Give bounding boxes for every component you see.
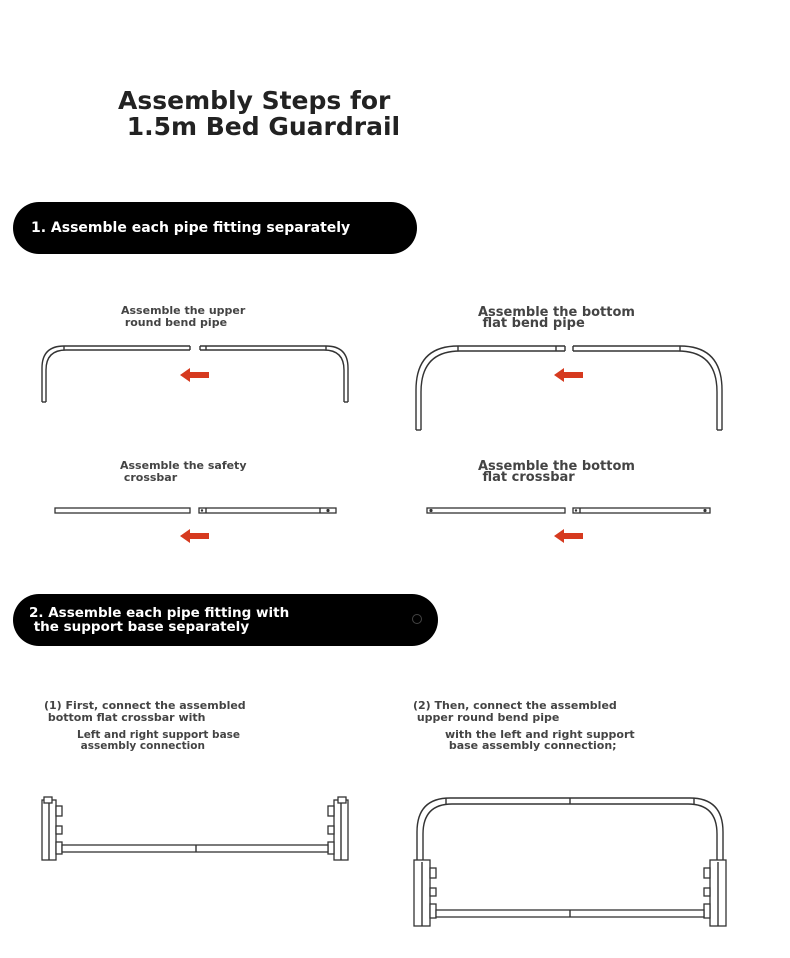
part-label-bottom-flat-crossbar: Assemble the bottom flat crossbar xyxy=(478,459,635,485)
substep-1-detail: Left and right support base assembly connection xyxy=(77,729,241,752)
substep-2-detail: with the left and right support base assembly connection; xyxy=(445,728,635,752)
substep-2-heading: (2) Then, connect the assembled upper round bend pipe xyxy=(413,699,617,724)
part-label-bottom-flat-bend: Assemble the bottom flat bend pipe xyxy=(478,305,635,331)
step-2-label: 2. Assemble each pipe fitting with the support base separately xyxy=(29,605,290,635)
part-label-upper-round-bend: Assemble the upper round bend pipe xyxy=(121,304,246,329)
page-title: Assembly Steps for 1.5m Bed Guardrail xyxy=(118,86,401,141)
part-label-safety-crossbar: Assemble the safety crossbar xyxy=(120,459,247,484)
step-1-label: 1. Assemble each pipe fitting separately xyxy=(31,220,351,236)
substep-1-heading: (1) First, connect the assembled bottom flat crossbar with xyxy=(44,699,246,724)
